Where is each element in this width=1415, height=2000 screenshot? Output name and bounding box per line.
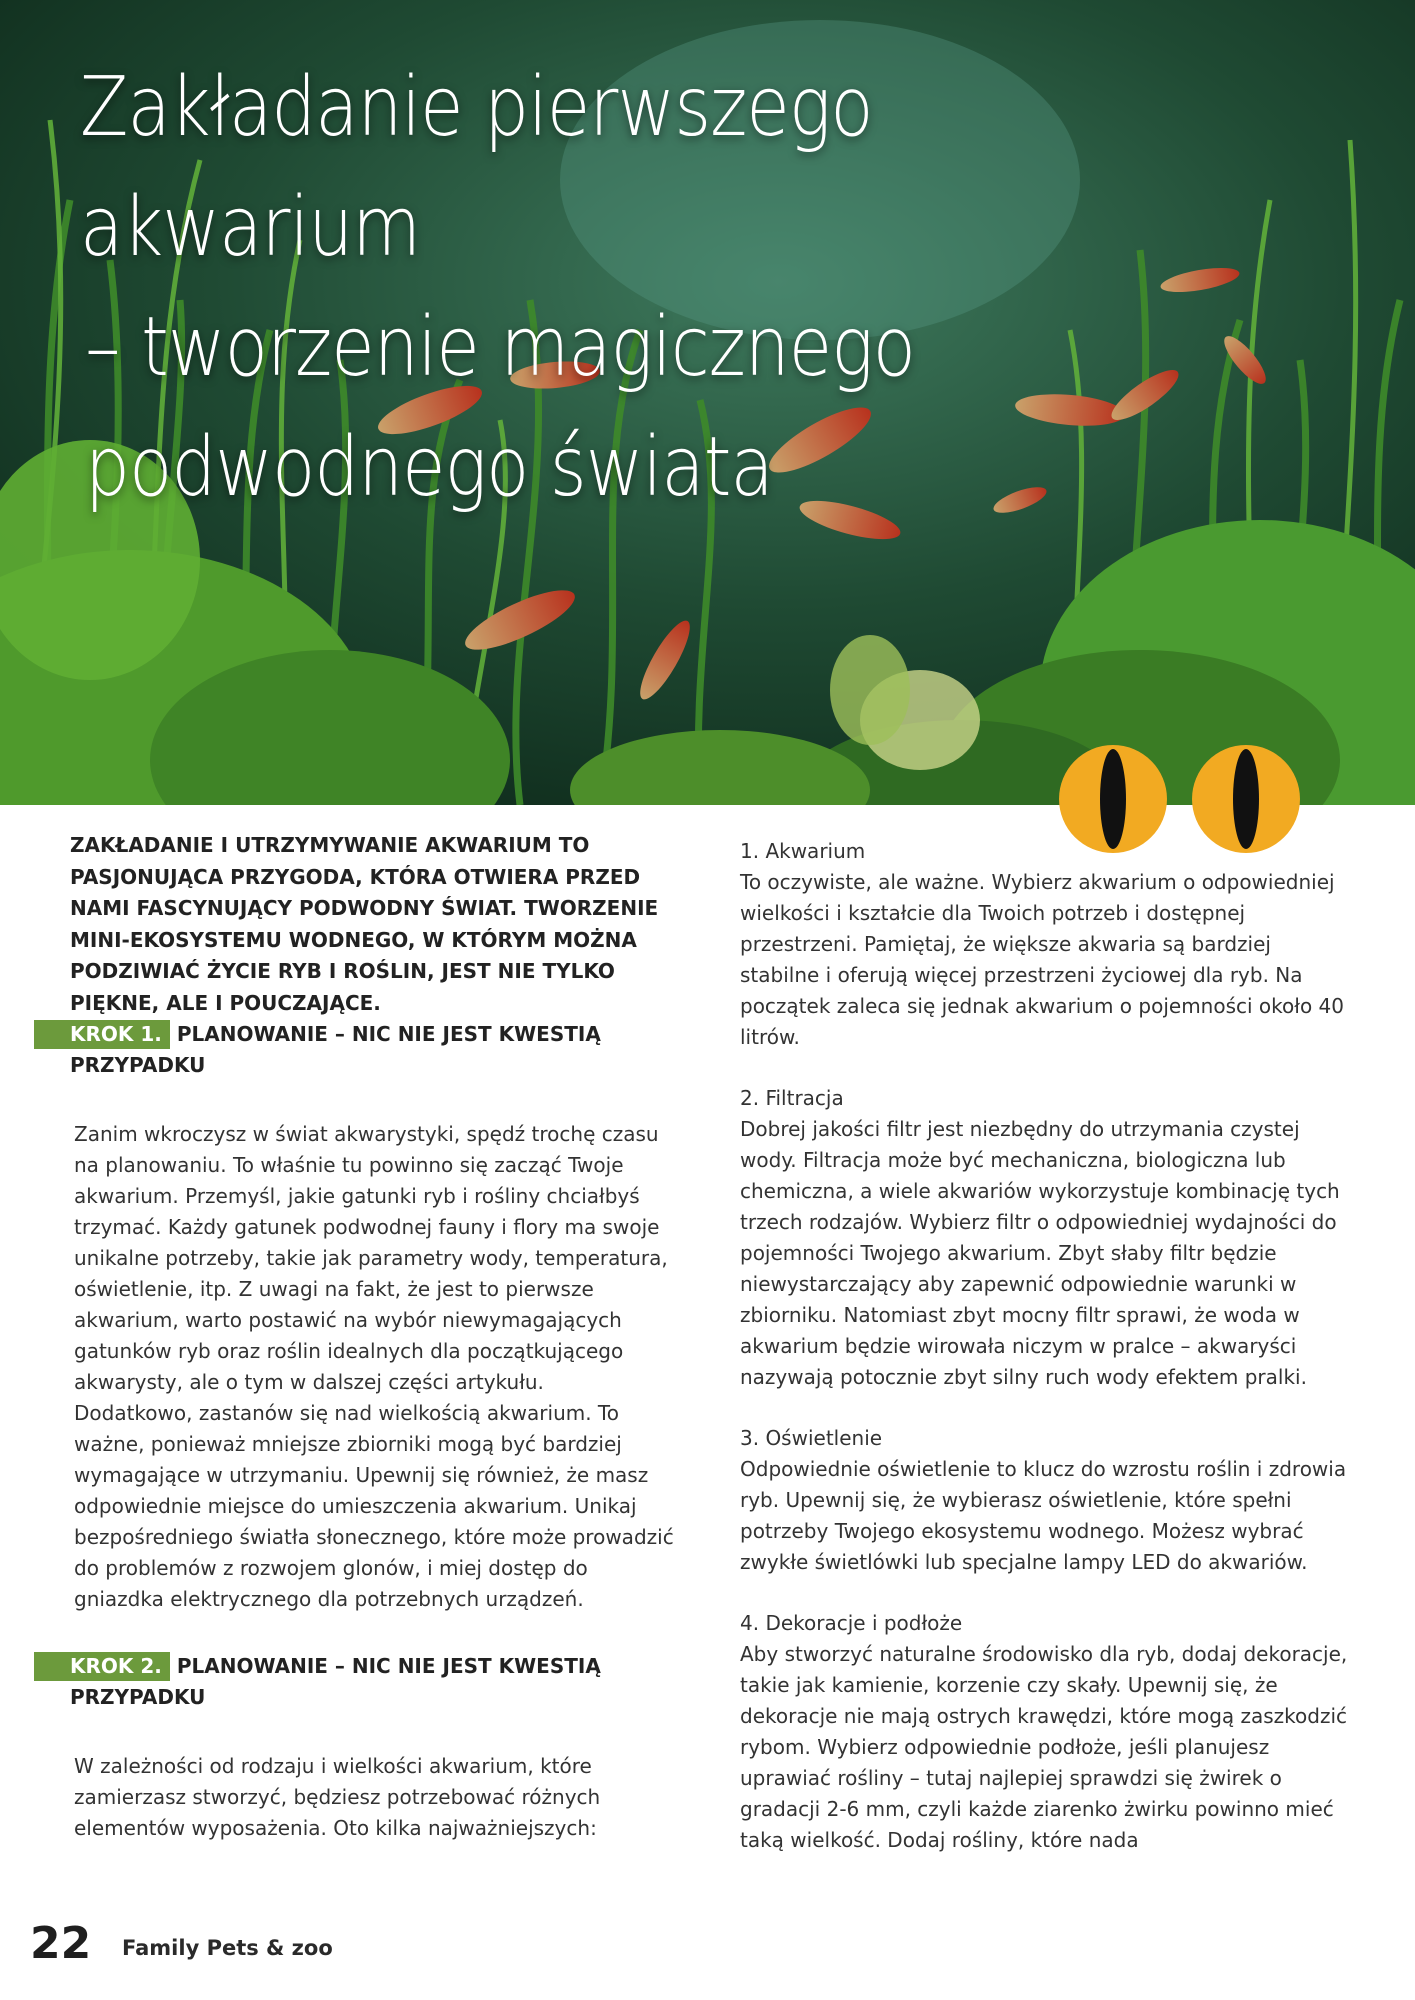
section-aquarium-body: To oczywiste, ale ważne. Wybierz akwarium o odpowiedniej wielkości i kształcie dla Twoich potrzeb i dostępnej przestrzeni. Pamiętaj, że większe akwaria są bardziej stabilne i oferują więcej przestrzeni życiowej dla ryb. Na początek zaleca się jednak akwarium o pojemności około 40 litrów. <box>740 870 1344 1049</box>
section-decorations-heading: 4. Dekoracje i podłoże <box>740 1611 963 1635</box>
step-1-body <box>74 1119 682 1615</box>
right-column <box>740 836 1352 1886</box>
section-filtration <box>740 1083 1352 1393</box>
section-lighting <box>740 1423 1352 1578</box>
section-filtration-heading: 2. Filtracja <box>740 1086 844 1110</box>
intro-lead: ZAKŁADANIE I UTRZYMYWANIE AKWARIUM TO PASJONUJĄCA PRZYGODA, KTÓRA OTWIERA PRZED NAMI FASCYNUJĄCY PODWODNY ŚWIAT. TWORZENIE MINI-EKOSYSTEMU WODNEGO, W KTÓRYM MOŻNA PODZIWIAĆ ŻYCIE RYB I ROŚLIN, JEST NIE TYLKO PIĘKNE, ALE I POUCZAJĄCE. <box>70 833 659 1015</box>
step-2-badge: KROK 2. <box>34 1652 170 1681</box>
step-2-heading <box>70 1651 682 1713</box>
step-1-badge: KROK 1. <box>34 1020 170 1049</box>
page-number: 22 <box>30 1918 92 1969</box>
step-2-title-b: PRZYPADKU <box>70 1685 206 1709</box>
step-1-paragraph-1: Zanim wkroczysz w świat akwarystyki, spędź trochę czasu na planowaniu. To właśnie tu powinno się zacząć Twoje akwarium. Przemyśl, jakie gatunki ryb i rośliny chciałbyś trzymać. Każdy gatunek podwodnej fauny i flory ma swoje unikalne potrzeby, takie jak parametry wody, temperatura, oświetlenie, itp. Z uwagi na fakt, że jest to pierwsze akwarium, warto postawić na wybór niewymagających gatunków ryb oraz roślin idealnych dla początkującego akwarysty, ale o tym w dalszej części artykułu. <box>74 1122 668 1394</box>
magazine-brand: Family Pets & zoo <box>122 1936 333 1960</box>
step-1-title-a: PLANOWANIE – NIC NIE JEST KWESTIĄ <box>176 1022 601 1046</box>
step-2-body <box>74 1751 682 1844</box>
section-lighting-body: Odpowiednie oświetlenie to klucz do wzrostu roślin i zdrowia ryb. Upewnij się, że wybierasz oświetlenie, które spełni potrzeby Twojego ekosystemu wodnego. Możesz wybrać zwykłe świetlówki lub specjalne lampy LED do akwariów. <box>740 1457 1347 1574</box>
step-1-paragraph-2: Dodatkowo, zastanów się nad wielkością akwarium. To ważne, ponieważ mniejsze zbiorniki mogą być bardziej wymagające w utrzymaniu. Upewnij się również, że masz odpowiednie miejsce do umieszczenia akwarium. Unikaj bezpośredniego światła słonecznego, które może prowadzić do problemów z rozwojem glonów, i miej dostęp do gniazdka elektrycznego dla potrzebnych urządzeń. <box>74 1401 674 1611</box>
section-filtration-body: Dobrej jakości filtr jest niezbędny do utrzymania czystej wody. Filtracja może być mechaniczna, biologiczna lub chemiczna, a wiele akwariów wykorzystuje kombinację tych trzech rodzajów. Wybierz filtr o odpowiedniej wydajności do pojemności Twojego akwarium. Zbyt słaby filtr będzie niewystarczający aby zapewnić odpowiednie warunki w zbiorniku. Natomiast zbyt mocny filtr sprawi, że woda w akwarium będzie wirowała niczym w pralce – akwaryści nazywają potocznie zbyt silny ruch wody efektem pralki. <box>740 1117 1340 1389</box>
section-decorations-body: Aby stworzyć naturalne środowisko dla ryb, dodaj dekoracje, takie jak kamienie, korzenie czy skały. Upewnij się, że dekoracje nie mają ostrych krawędzi, które mogą zaszkodzić rybom. Wybierz odpowiednie podłoże, jeśli planujesz uprawiać rośliny – tutaj najlepiej sprawdzi się żwirek o gradacji 2-6 mm, czyli każde ziarenko żwirku powinno mieć taką wielkość. Dodaj rośliny, które nada <box>740 1642 1348 1852</box>
section-aquarium <box>740 836 1352 1053</box>
article-title <box>80 48 1198 528</box>
hero-aquarium-photo <box>0 0 1415 805</box>
section-decorations <box>740 1608 1352 1856</box>
step-2-paragraph-1: W zależności od rodzaju i wielkości akwarium, które zamierzasz stworzyć, będziesz potrzebować różnych elementów wyposażenia. Oto kilka najważniejszych: <box>74 1754 601 1840</box>
step-1-heading <box>70 1019 682 1081</box>
section-lighting-heading: 3. Oświetlenie <box>740 1426 883 1450</box>
section-aquarium-heading: 1. Akwarium <box>740 839 866 863</box>
left-column <box>70 830 682 1880</box>
title-line-2: – tworzenie magicznego podwodnego świata <box>85 300 916 515</box>
step-1-title-b: PRZYPADKU <box>70 1053 206 1077</box>
step-2-title-a: PLANOWANIE – NIC NIE JEST KWESTIĄ <box>176 1654 601 1678</box>
title-line-1: Zakładanie pierwszego akwarium <box>80 60 873 275</box>
